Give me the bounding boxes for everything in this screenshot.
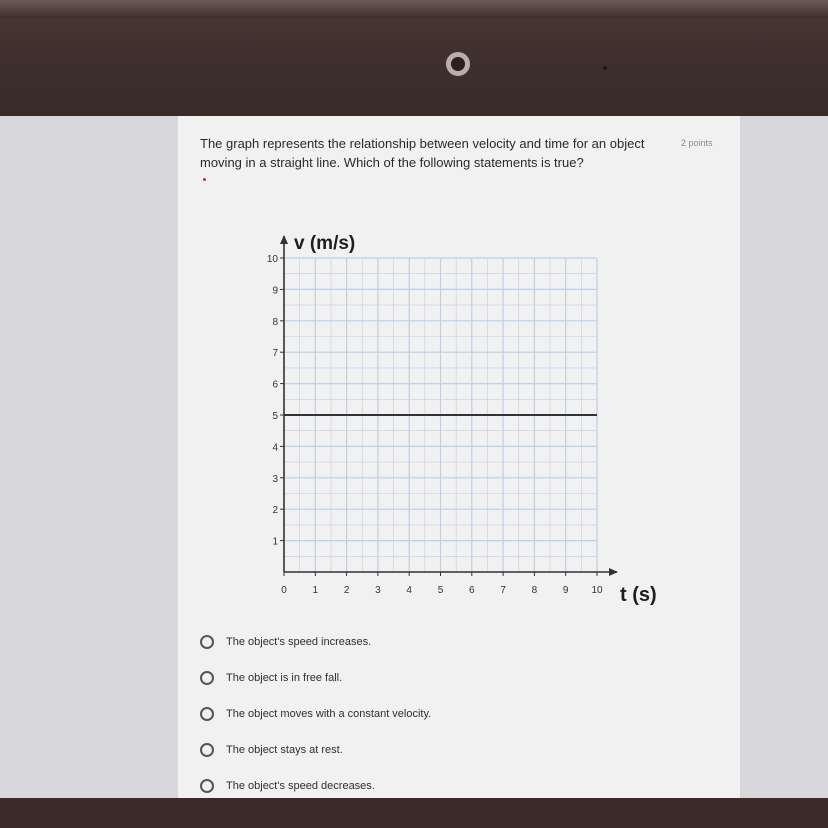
points-label: 2 points bbox=[681, 138, 713, 148]
y-tick-label: 7 bbox=[272, 348, 278, 360]
x-tick-label: 8 bbox=[531, 585, 538, 596]
x-axis-arrow bbox=[609, 568, 618, 576]
option-label: The object stays at rest. bbox=[226, 744, 343, 756]
option-free-fall[interactable] bbox=[196, 660, 556, 696]
radio-button[interactable] bbox=[200, 635, 214, 649]
radio-button[interactable] bbox=[200, 707, 214, 721]
y-tick-label: 5 bbox=[272, 411, 278, 422]
y-tick-label: 2 bbox=[272, 505, 278, 517]
y-tick-label: 6 bbox=[272, 379, 278, 391]
device-bezel-bottom bbox=[0, 798, 828, 828]
x-tick-label: 6 bbox=[469, 585, 475, 596]
radio-button[interactable] bbox=[200, 671, 214, 685]
y-tick-label: 4 bbox=[272, 442, 278, 454]
option-label: The object moves with a constant velocity. bbox=[226, 708, 432, 720]
y-tick-label: 9 bbox=[272, 285, 278, 297]
x-tick-label: 3 bbox=[375, 585, 381, 596]
option-label: The object is in free fall. bbox=[226, 672, 343, 684]
radio-button[interactable] bbox=[200, 779, 214, 793]
x-tick-label: 9 bbox=[562, 585, 569, 596]
y-tick-label: 1 bbox=[272, 536, 278, 548]
y-axis-arrow bbox=[280, 235, 288, 244]
radio-button[interactable] bbox=[200, 743, 214, 757]
x-tick-label: 1 bbox=[312, 585, 319, 596]
camera-icon bbox=[446, 52, 470, 76]
question-text: The graph represents the relationship between velocity and time for an object moving in a straight line. Which of the following statements is true? bbox=[200, 136, 645, 170]
option-at-rest[interactable] bbox=[196, 732, 556, 768]
answer-options bbox=[196, 624, 556, 804]
option-speed-increases[interactable] bbox=[196, 624, 556, 660]
y-tick-label: 8 bbox=[272, 316, 278, 328]
velocity-time-graph bbox=[250, 222, 670, 612]
x-tick-label: 10 bbox=[591, 585, 603, 596]
option-constant-velocity[interactable] bbox=[196, 696, 556, 732]
option-label: The object's speed increases. bbox=[226, 636, 372, 648]
x-tick-label: 4 bbox=[406, 585, 412, 596]
x-tick-label: 7 bbox=[500, 585, 506, 596]
x-tick-label: 2 bbox=[343, 585, 350, 596]
option-label: The object's speed decreases. bbox=[226, 780, 375, 792]
y-tick-label: 3 bbox=[272, 473, 278, 485]
device-bezel-top bbox=[0, 0, 828, 116]
sensor-icon bbox=[603, 66, 607, 70]
x-axis-label: t (s) bbox=[620, 584, 657, 606]
x-tick-label: 0 bbox=[281, 585, 287, 596]
y-axis-label: v (m/s) bbox=[294, 233, 356, 254]
y-tick-label: 10 bbox=[266, 254, 278, 265]
x-tick-label: 5 bbox=[437, 585, 444, 596]
required-marker bbox=[203, 178, 206, 181]
bezel-rim bbox=[0, 0, 828, 18]
